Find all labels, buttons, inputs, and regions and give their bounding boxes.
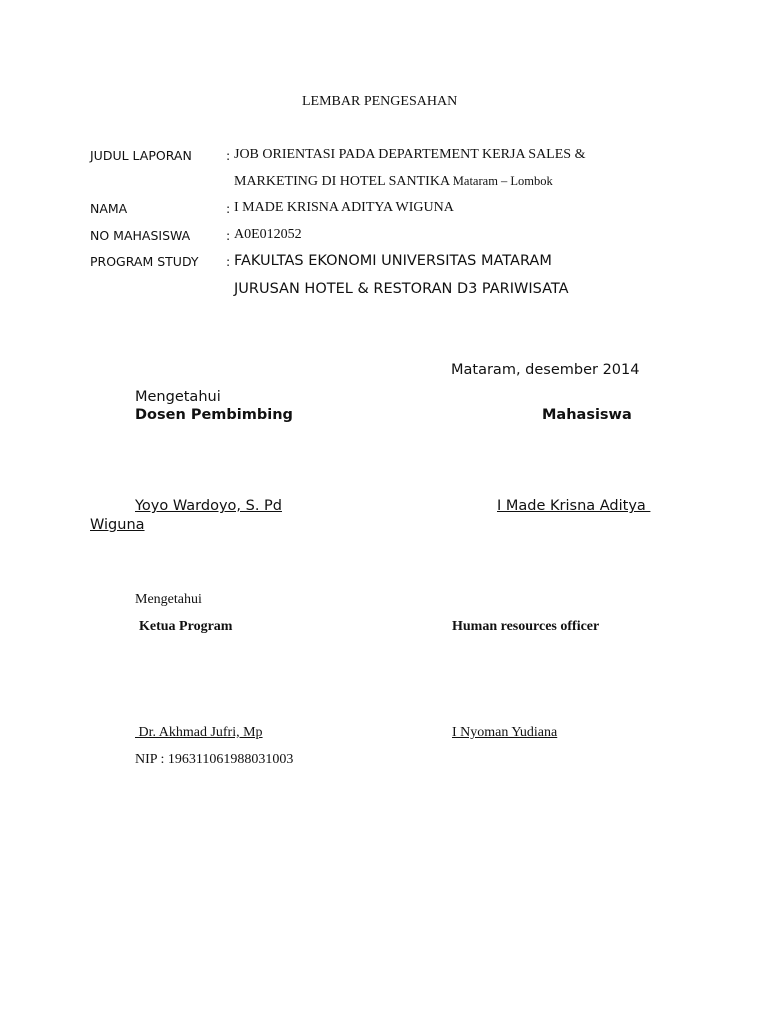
field-label-nama: NAMA — [90, 201, 128, 216]
field-colon-judul: : — [226, 148, 231, 163]
place-date: Mataram, desember 2014 — [451, 362, 640, 378]
role-human-resources-officer: Human resources officer — [452, 619, 600, 634]
field-label-no-mahasiswa: NO MAHASISWA — [90, 228, 191, 243]
field-value-judul-cont-location: Mataram – Lombok — [452, 174, 553, 188]
signatory-mahasiswa-name: I Made Krisna Aditya — [497, 498, 651, 514]
role-ketua-program: Ketua Program — [139, 619, 233, 634]
signatory-dosen-name: Yoyo Wardoyo, S. Pd — [135, 498, 282, 514]
field-label-judul: JUDUL LAPORAN — [90, 148, 192, 163]
field-value-judul-cont-main: MARKETING DI HOTEL SANTIKA — [234, 174, 450, 189]
field-value-program-study: FAKULTAS EKONOMI UNIVERSITAS MATARAM — [234, 253, 552, 269]
field-label-program-study: PROGRAM STUDY — [90, 254, 199, 269]
role-dosen-pembimbing: Dosen Pembimbing — [135, 407, 293, 423]
field-colon-nama: : — [226, 201, 231, 216]
signatory-hr-officer-name: I Nyoman Yudiana — [452, 725, 558, 740]
acknowledge-label-1: Mengetahui — [135, 389, 221, 405]
signatory-ketua-program-name: Dr. Akhmad Jufri, Mp — [135, 725, 263, 740]
field-value-program-study-cont: JURUSAN HOTEL & RESTORAN D3 PARIWISATA — [234, 281, 569, 297]
signatory-mahasiswa-name-cont: Wiguna — [90, 517, 145, 533]
acknowledge-label-2: Mengetahui — [135, 592, 202, 607]
nip-number: NIP : 196311061988031003 — [135, 752, 294, 767]
field-value-judul: JOB ORIENTASI PADA DEPARTEMENT KERJA SALES & — [234, 147, 586, 162]
field-value-judul-cont — [234, 174, 553, 190]
field-value-nama: I MADE KRISNA ADITYA WIGUNA — [234, 200, 454, 215]
page-title: LEMBAR PENGESAHAN — [302, 94, 458, 109]
field-colon-no-mahasiswa: : — [226, 228, 231, 243]
field-value-no-mahasiswa: A0E012052 — [234, 227, 302, 242]
field-colon-program-study: : — [226, 254, 231, 269]
role-mahasiswa: Mahasiswa — [542, 407, 632, 423]
